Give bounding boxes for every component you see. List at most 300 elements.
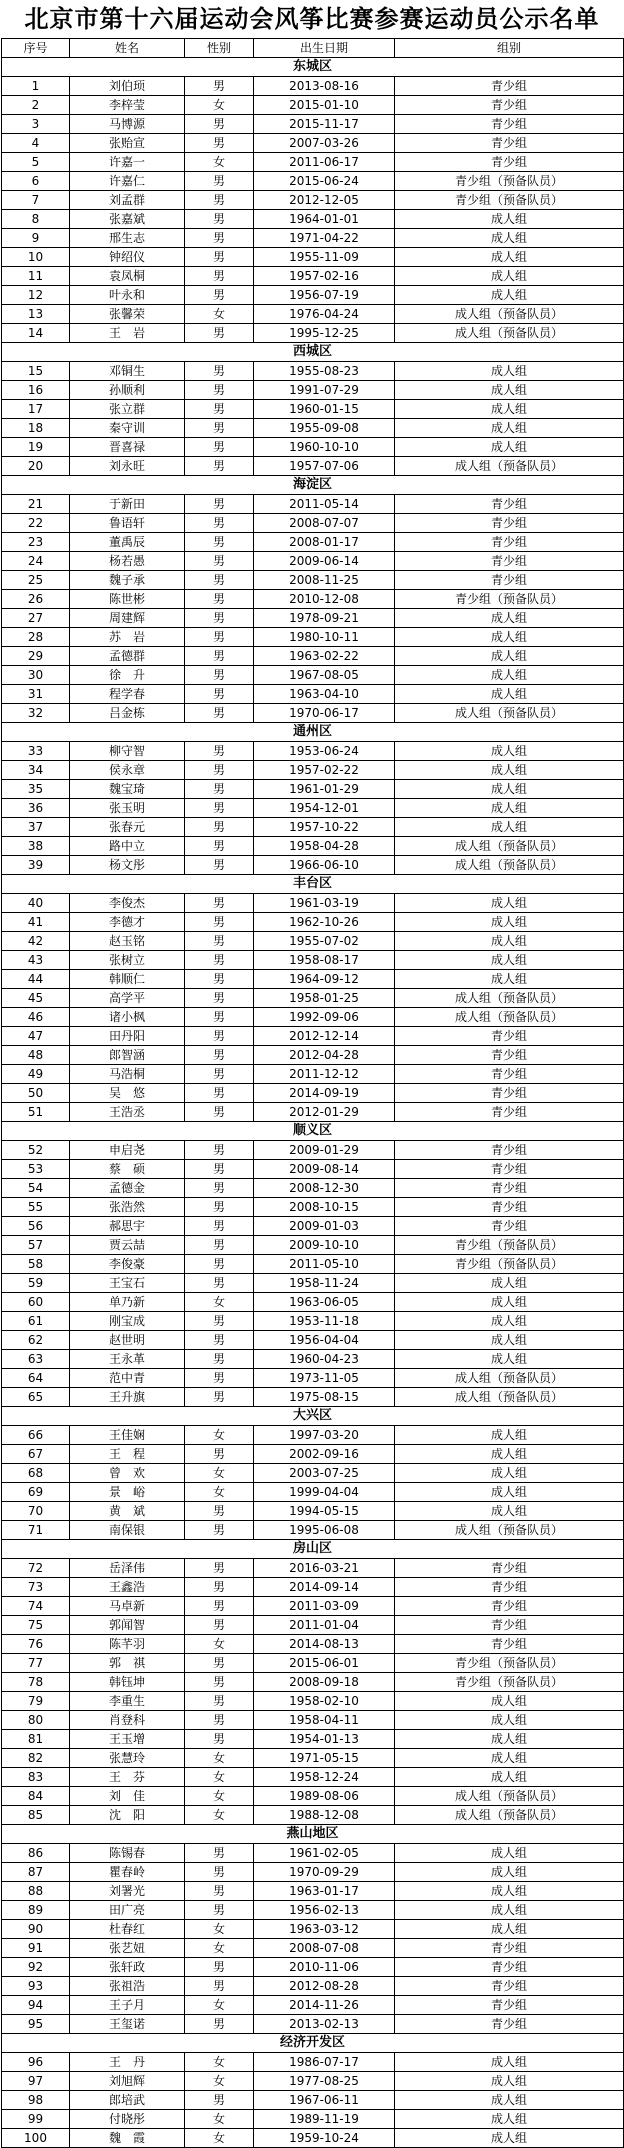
cell-seq: 23 bbox=[2, 533, 70, 552]
cell-gender: 男 bbox=[185, 400, 254, 419]
cell-gender: 女 bbox=[185, 2129, 254, 2148]
cell-name: 鲁语轩 bbox=[70, 514, 185, 533]
table-row bbox=[2, 1844, 624, 1863]
cell-birthdate: 2008-01-17 bbox=[254, 533, 395, 552]
cell-seq: 15 bbox=[2, 362, 70, 381]
cell-birthdate: 1963-01-17 bbox=[254, 1882, 395, 1901]
cell-seq: 42 bbox=[2, 932, 70, 951]
cell-group: 成人组 bbox=[395, 248, 624, 267]
cell-seq: 78 bbox=[2, 1673, 70, 1692]
cell-seq: 59 bbox=[2, 1274, 70, 1293]
cell-group: 青少组 bbox=[395, 1046, 624, 1065]
cell-name: 刘伯顼 bbox=[70, 77, 185, 96]
cell-seq: 18 bbox=[2, 419, 70, 438]
cell-name: 张玉明 bbox=[70, 799, 185, 818]
table-row bbox=[2, 1198, 624, 1217]
table-row bbox=[2, 970, 624, 989]
cell-birthdate: 2011-01-04 bbox=[254, 1616, 395, 1635]
cell-gender: 女 bbox=[185, 305, 254, 324]
cell-group: 青少组 bbox=[395, 77, 624, 96]
cell-name: 王永革 bbox=[70, 1350, 185, 1369]
cell-birthdate: 2014-09-14 bbox=[254, 1578, 395, 1597]
cell-gender: 女 bbox=[185, 1768, 254, 1787]
cell-group: 成人组 bbox=[395, 438, 624, 457]
cell-birthdate: 2008-11-25 bbox=[254, 571, 395, 590]
cell-group: 青少组 bbox=[395, 115, 624, 134]
cell-group: 成人组 bbox=[395, 400, 624, 419]
cell-name: 陈锡春 bbox=[70, 1844, 185, 1863]
cell-birthdate: 1958-04-28 bbox=[254, 837, 395, 856]
cell-group: 青少组 bbox=[395, 1141, 624, 1160]
cell-name: 南保银 bbox=[70, 1521, 185, 1540]
cell-gender: 女 bbox=[185, 1293, 254, 1312]
cell-gender: 女 bbox=[185, 96, 254, 115]
cell-group: 成人组 bbox=[395, 1901, 624, 1920]
cell-gender: 男 bbox=[185, 191, 254, 210]
cell-name: 王 程 bbox=[70, 1445, 185, 1464]
table-row bbox=[2, 1920, 624, 1939]
cell-group: 成人组 bbox=[395, 799, 624, 818]
cell-group: 成人组（预备队员） bbox=[395, 1806, 624, 1825]
cell-gender: 女 bbox=[185, 1749, 254, 1768]
cell-gender: 男 bbox=[185, 913, 254, 932]
cell-gender: 男 bbox=[185, 533, 254, 552]
table-row bbox=[2, 1027, 624, 1046]
cell-name: 陈世彬 bbox=[70, 590, 185, 609]
cell-seq: 87 bbox=[2, 1863, 70, 1882]
table-row bbox=[2, 1331, 624, 1350]
cell-name: 杜春红 bbox=[70, 1920, 185, 1939]
cell-seq: 60 bbox=[2, 1293, 70, 1312]
cell-birthdate: 1957-10-22 bbox=[254, 818, 395, 837]
cell-birthdate: 1958-08-17 bbox=[254, 951, 395, 970]
cell-group: 成人组 bbox=[395, 1483, 624, 1502]
cell-group: 成人组（预备队员） bbox=[395, 324, 624, 343]
cell-birthdate: 2013-02-13 bbox=[254, 2015, 395, 2034]
cell-name: 张轩政 bbox=[70, 1958, 185, 1977]
cell-gender: 女 bbox=[185, 1787, 254, 1806]
cell-seq: 26 bbox=[2, 590, 70, 609]
cell-seq: 50 bbox=[2, 1084, 70, 1103]
cell-seq: 7 bbox=[2, 191, 70, 210]
cell-group: 成人组 bbox=[395, 419, 624, 438]
cell-birthdate: 1963-03-12 bbox=[254, 1920, 395, 1939]
table-row bbox=[2, 742, 624, 761]
cell-name: 王 岩 bbox=[70, 324, 185, 343]
table-row bbox=[2, 1882, 624, 1901]
cell-seq: 37 bbox=[2, 818, 70, 837]
table-row bbox=[2, 552, 624, 571]
table-row bbox=[2, 1730, 624, 1749]
cell-name: 高学平 bbox=[70, 989, 185, 1008]
cell-name: 侯永章 bbox=[70, 761, 185, 780]
table-row bbox=[2, 1388, 624, 1407]
table-row bbox=[2, 1160, 624, 1179]
cell-seq: 79 bbox=[2, 1692, 70, 1711]
cell-seq: 56 bbox=[2, 1217, 70, 1236]
table-row bbox=[2, 77, 624, 96]
section-header-row bbox=[2, 1825, 624, 1844]
cell-birthdate: 1971-04-22 bbox=[254, 229, 395, 248]
cell-name: 黄 斌 bbox=[70, 1502, 185, 1521]
cell-name: 贾云喆 bbox=[70, 1236, 185, 1255]
cell-seq: 68 bbox=[2, 1464, 70, 1483]
table-row bbox=[2, 1521, 624, 1540]
cell-group: 成人组 bbox=[395, 1502, 624, 1521]
cell-seq: 51 bbox=[2, 1103, 70, 1122]
cell-seq: 35 bbox=[2, 780, 70, 799]
cell-birthdate: 2014-11-26 bbox=[254, 1996, 395, 2015]
cell-birthdate: 1958-11-24 bbox=[254, 1274, 395, 1293]
table-row bbox=[2, 1977, 624, 1996]
table-row bbox=[2, 1939, 624, 1958]
cell-birthdate: 2012-04-28 bbox=[254, 1046, 395, 1065]
cell-group: 成人组 bbox=[395, 647, 624, 666]
cell-name: 田丹阳 bbox=[70, 1027, 185, 1046]
cell-name: 韩顺仁 bbox=[70, 970, 185, 989]
header-row bbox=[2, 39, 624, 58]
cell-birthdate: 1959-10-24 bbox=[254, 2129, 395, 2148]
cell-seq: 65 bbox=[2, 1388, 70, 1407]
cell-birthdate: 1958-01-25 bbox=[254, 989, 395, 1008]
cell-seq: 85 bbox=[2, 1806, 70, 1825]
cell-gender: 男 bbox=[185, 1008, 254, 1027]
table-row bbox=[2, 647, 624, 666]
cell-gender: 女 bbox=[185, 2110, 254, 2129]
cell-name: 肖登科 bbox=[70, 1711, 185, 1730]
cell-name: 韩钰坤 bbox=[70, 1673, 185, 1692]
section-title: 大兴区 bbox=[2, 1407, 624, 1426]
cell-group: 成人组（预备队员） bbox=[395, 837, 624, 856]
cell-birthdate: 1963-04-10 bbox=[254, 685, 395, 704]
cell-seq: 49 bbox=[2, 1065, 70, 1084]
cell-birthdate: 1970-09-29 bbox=[254, 1863, 395, 1882]
table-row bbox=[2, 1008, 624, 1027]
cell-birthdate: 1958-12-24 bbox=[254, 1768, 395, 1787]
table-row bbox=[2, 704, 624, 723]
cell-birthdate: 2008-07-08 bbox=[254, 1939, 395, 1958]
cell-gender: 女 bbox=[185, 1920, 254, 1939]
cell-seq: 44 bbox=[2, 970, 70, 989]
table-row bbox=[2, 400, 624, 419]
cell-group: 成人组 bbox=[395, 1331, 624, 1350]
cell-gender: 男 bbox=[185, 1046, 254, 1065]
cell-birthdate: 1955-11-09 bbox=[254, 248, 395, 267]
section-title: 丰台区 bbox=[2, 875, 624, 894]
cell-gender: 男 bbox=[185, 172, 254, 191]
cell-name: 申启尧 bbox=[70, 1141, 185, 1160]
cell-gender: 男 bbox=[185, 1274, 254, 1293]
table-row bbox=[2, 2091, 624, 2110]
table-row bbox=[2, 685, 624, 704]
cell-gender: 男 bbox=[185, 1730, 254, 1749]
cell-birthdate: 2011-12-12 bbox=[254, 1065, 395, 1084]
cell-name: 赵玉铭 bbox=[70, 932, 185, 951]
cell-group: 成人组 bbox=[395, 780, 624, 799]
table-row bbox=[2, 628, 624, 647]
table-row bbox=[2, 305, 624, 324]
cell-seq: 6 bbox=[2, 172, 70, 191]
cell-group: 青少组 bbox=[395, 1160, 624, 1179]
table-row bbox=[2, 1901, 624, 1920]
table-row bbox=[2, 1065, 624, 1084]
cell-name: 许嘉一 bbox=[70, 153, 185, 172]
cell-seq: 38 bbox=[2, 837, 70, 856]
cell-gender: 男 bbox=[185, 1692, 254, 1711]
cell-group: 成人组 bbox=[395, 628, 624, 647]
cell-group: 成人组 bbox=[395, 286, 624, 305]
cell-name: 张祖浩 bbox=[70, 1977, 185, 1996]
cell-name: 郎智涵 bbox=[70, 1046, 185, 1065]
cell-group: 青少组（预备队员） bbox=[395, 1236, 624, 1255]
cell-gender: 女 bbox=[185, 1464, 254, 1483]
cell-birthdate: 2009-06-14 bbox=[254, 552, 395, 571]
cell-group: 成人组 bbox=[395, 666, 624, 685]
cell-seq: 31 bbox=[2, 685, 70, 704]
cell-name: 曾 欢 bbox=[70, 1464, 185, 1483]
cell-name: 范中青 bbox=[70, 1369, 185, 1388]
cell-gender: 男 bbox=[185, 1388, 254, 1407]
cell-gender: 男 bbox=[185, 1331, 254, 1350]
cell-birthdate: 2016-03-21 bbox=[254, 1559, 395, 1578]
cell-birthdate: 1970-06-17 bbox=[254, 704, 395, 723]
cell-group: 成人组（预备队员） bbox=[395, 704, 624, 723]
cell-birthdate: 1960-01-15 bbox=[254, 400, 395, 419]
cell-name: 王浩丞 bbox=[70, 1103, 185, 1122]
cell-name: 李德才 bbox=[70, 913, 185, 932]
cell-birthdate: 1989-11-19 bbox=[254, 2110, 395, 2129]
table-row bbox=[2, 1806, 624, 1825]
cell-name: 李俊杰 bbox=[70, 894, 185, 913]
cell-group: 成人组 bbox=[395, 1749, 624, 1768]
cell-gender: 男 bbox=[185, 1217, 254, 1236]
cell-birthdate: 2011-06-17 bbox=[254, 153, 395, 172]
cell-gender: 男 bbox=[185, 970, 254, 989]
cell-gender: 女 bbox=[185, 1426, 254, 1445]
cell-birthdate: 2008-07-07 bbox=[254, 514, 395, 533]
cell-name: 柳守智 bbox=[70, 742, 185, 761]
cell-name: 孟德金 bbox=[70, 1179, 185, 1198]
cell-birthdate: 1958-02-10 bbox=[254, 1692, 395, 1711]
cell-gender: 女 bbox=[185, 1635, 254, 1654]
cell-gender: 男 bbox=[185, 514, 254, 533]
table-row bbox=[2, 1502, 624, 1521]
cell-name: 王升旗 bbox=[70, 1388, 185, 1407]
cell-name: 许嘉仁 bbox=[70, 172, 185, 191]
cell-birthdate: 2014-09-19 bbox=[254, 1084, 395, 1103]
cell-seq: 89 bbox=[2, 1901, 70, 1920]
cell-group: 青少组（预备队员） bbox=[395, 172, 624, 191]
cell-group: 青少组 bbox=[395, 571, 624, 590]
cell-birthdate: 1955-09-08 bbox=[254, 419, 395, 438]
cell-birthdate: 2009-10-10 bbox=[254, 1236, 395, 1255]
table-row bbox=[2, 134, 624, 153]
table-row bbox=[2, 229, 624, 248]
cell-seq: 5 bbox=[2, 153, 70, 172]
cell-birthdate: 1953-06-24 bbox=[254, 742, 395, 761]
cell-group: 青少组 bbox=[395, 1065, 624, 1084]
cell-group: 青少组 bbox=[395, 1559, 624, 1578]
header-gender: 性别 bbox=[185, 39, 254, 58]
table-row bbox=[2, 856, 624, 875]
table-row bbox=[2, 1046, 624, 1065]
table-row bbox=[2, 1787, 624, 1806]
cell-group: 青少组 bbox=[395, 514, 624, 533]
cell-seq: 81 bbox=[2, 1730, 70, 1749]
cell-group: 成人组 bbox=[395, 951, 624, 970]
cell-seq: 41 bbox=[2, 913, 70, 932]
cell-name: 邓铜生 bbox=[70, 362, 185, 381]
cell-gender: 男 bbox=[185, 229, 254, 248]
cell-name: 程学春 bbox=[70, 685, 185, 704]
cell-name: 王佳娴 bbox=[70, 1426, 185, 1445]
table-row bbox=[2, 1464, 624, 1483]
cell-seq: 21 bbox=[2, 495, 70, 514]
section-header-row bbox=[2, 1407, 624, 1426]
cell-name: 郭 祺 bbox=[70, 1654, 185, 1673]
cell-group: 青少组（预备队员） bbox=[395, 590, 624, 609]
cell-seq: 19 bbox=[2, 438, 70, 457]
cell-group: 成人组（预备队员） bbox=[395, 856, 624, 875]
cell-seq: 45 bbox=[2, 989, 70, 1008]
table-row bbox=[2, 1958, 624, 1977]
section-title: 经济开发区 bbox=[2, 2034, 624, 2053]
table-row bbox=[2, 1084, 624, 1103]
cell-group: 成人组（预备队员） bbox=[395, 305, 624, 324]
cell-gender: 男 bbox=[185, 1027, 254, 1046]
section-title: 海淀区 bbox=[2, 476, 624, 495]
table-row bbox=[2, 286, 624, 305]
cell-group: 成人组 bbox=[395, 1863, 624, 1882]
cell-birthdate: 2003-07-25 bbox=[254, 1464, 395, 1483]
cell-birthdate: 2012-01-29 bbox=[254, 1103, 395, 1122]
cell-seq: 69 bbox=[2, 1483, 70, 1502]
table-row bbox=[2, 514, 624, 533]
cell-seq: 2 bbox=[2, 96, 70, 115]
cell-seq: 25 bbox=[2, 571, 70, 590]
cell-seq: 9 bbox=[2, 229, 70, 248]
cell-birthdate: 1976-04-24 bbox=[254, 305, 395, 324]
section-header-row bbox=[2, 875, 624, 894]
cell-name: 李俊豪 bbox=[70, 1255, 185, 1274]
header-seq: 序号 bbox=[2, 39, 70, 58]
cell-name: 于新田 bbox=[70, 495, 185, 514]
cell-birthdate: 2011-03-09 bbox=[254, 1597, 395, 1616]
cell-birthdate: 1971-05-15 bbox=[254, 1749, 395, 1768]
cell-name: 蔡 硕 bbox=[70, 1160, 185, 1179]
cell-seq: 16 bbox=[2, 381, 70, 400]
cell-birthdate: 1954-12-01 bbox=[254, 799, 395, 818]
cell-name: 王鑫浩 bbox=[70, 1578, 185, 1597]
cell-group: 成人组 bbox=[395, 2129, 624, 2148]
table-row bbox=[2, 1293, 624, 1312]
cell-seq: 72 bbox=[2, 1559, 70, 1578]
cell-name: 沈 阳 bbox=[70, 1806, 185, 1825]
table-row bbox=[2, 362, 624, 381]
cell-name: 张立群 bbox=[70, 400, 185, 419]
table-row bbox=[2, 1768, 624, 1787]
section-header-row bbox=[2, 723, 624, 742]
cell-birthdate: 1986-07-17 bbox=[254, 2053, 395, 2072]
cell-gender: 男 bbox=[185, 780, 254, 799]
cell-seq: 94 bbox=[2, 1996, 70, 2015]
cell-birthdate: 2009-01-03 bbox=[254, 1217, 395, 1236]
cell-group: 青少组 bbox=[395, 1198, 624, 1217]
table-row bbox=[2, 324, 624, 343]
cell-gender: 男 bbox=[185, 1369, 254, 1388]
cell-group: 青少组 bbox=[395, 96, 624, 115]
cell-birthdate: 1964-09-12 bbox=[254, 970, 395, 989]
cell-gender: 男 bbox=[185, 1103, 254, 1122]
cell-birthdate: 1975-08-15 bbox=[254, 1388, 395, 1407]
cell-gender: 男 bbox=[185, 989, 254, 1008]
cell-group: 成人组 bbox=[395, 2091, 624, 2110]
cell-birthdate: 1999-04-04 bbox=[254, 1483, 395, 1502]
cell-name: 岳泽伟 bbox=[70, 1559, 185, 1578]
cell-birthdate: 1961-01-29 bbox=[254, 780, 395, 799]
cell-gender: 男 bbox=[185, 1350, 254, 1369]
cell-name: 刘署光 bbox=[70, 1882, 185, 1901]
cell-gender: 男 bbox=[185, 1977, 254, 1996]
table-row bbox=[2, 1274, 624, 1293]
cell-seq: 36 bbox=[2, 799, 70, 818]
cell-seq: 14 bbox=[2, 324, 70, 343]
cell-seq: 17 bbox=[2, 400, 70, 419]
cell-group: 成人组（预备队员） bbox=[395, 1008, 624, 1027]
cell-seq: 57 bbox=[2, 1236, 70, 1255]
cell-seq: 76 bbox=[2, 1635, 70, 1654]
cell-birthdate: 1973-11-05 bbox=[254, 1369, 395, 1388]
cell-birthdate: 2015-11-17 bbox=[254, 115, 395, 134]
cell-birthdate: 1956-07-19 bbox=[254, 286, 395, 305]
cell-name: 张浩然 bbox=[70, 1198, 185, 1217]
cell-birthdate: 1994-05-15 bbox=[254, 1502, 395, 1521]
cell-birthdate: 1957-02-16 bbox=[254, 267, 395, 286]
cell-gender: 男 bbox=[185, 894, 254, 913]
cell-birthdate: 2002-09-16 bbox=[254, 1445, 395, 1464]
cell-birthdate: 1956-02-13 bbox=[254, 1901, 395, 1920]
cell-group: 成人组 bbox=[395, 1730, 624, 1749]
cell-group: 成人组（预备队员） bbox=[395, 457, 624, 476]
cell-group: 青少组 bbox=[395, 1616, 624, 1635]
section-header-row bbox=[2, 476, 624, 495]
cell-seq: 20 bbox=[2, 457, 70, 476]
cell-gender: 男 bbox=[185, 495, 254, 514]
cell-seq: 99 bbox=[2, 2110, 70, 2129]
cell-birthdate: 2015-06-01 bbox=[254, 1654, 395, 1673]
cell-gender: 女 bbox=[185, 2053, 254, 2072]
section-title: 顺义区 bbox=[2, 1122, 624, 1141]
cell-gender: 男 bbox=[185, 1065, 254, 1084]
table-row bbox=[2, 1654, 624, 1673]
cell-gender: 男 bbox=[185, 419, 254, 438]
cell-birthdate: 1962-10-26 bbox=[254, 913, 395, 932]
cell-seq: 48 bbox=[2, 1046, 70, 1065]
cell-group: 成人组（预备队员） bbox=[395, 1388, 624, 1407]
table-row bbox=[2, 761, 624, 780]
table-row bbox=[2, 1141, 624, 1160]
table-row bbox=[2, 2053, 624, 2072]
cell-seq: 63 bbox=[2, 1350, 70, 1369]
cell-group: 青少组 bbox=[395, 1578, 624, 1597]
cell-group: 成人组 bbox=[395, 913, 624, 932]
cell-group: 成人组 bbox=[395, 1426, 624, 1445]
cell-seq: 39 bbox=[2, 856, 70, 875]
cell-name: 张树立 bbox=[70, 951, 185, 970]
cell-name: 张贻宣 bbox=[70, 134, 185, 153]
cell-seq: 46 bbox=[2, 1008, 70, 1027]
table-row bbox=[2, 1635, 624, 1654]
